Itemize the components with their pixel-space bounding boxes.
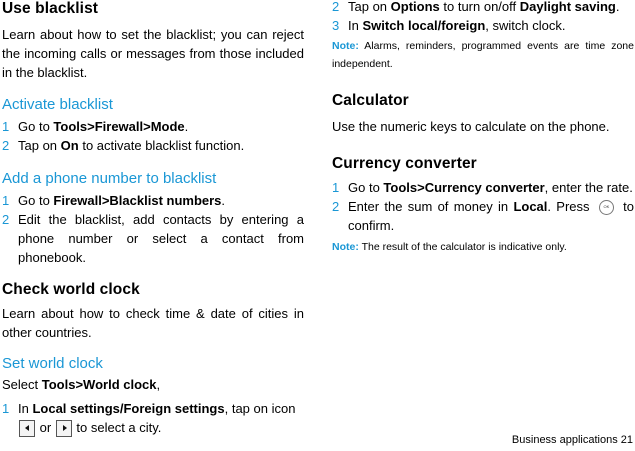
calculator-text: Use the numeric keys to calculate on the phone. [332,119,610,134]
step-number: 3 [332,18,340,33]
clock-step-3: 3 In Switch local/foreign, switch clock. [332,18,566,33]
step-number: 2 [2,138,10,153]
heading-add-to-blacklist: Add a phone number to blacklist [2,170,217,187]
time-zone-note: Note: Alarms, reminders, programmed events are time zone independent. [332,40,634,70]
step-number: 1 [332,180,340,195]
step-number: 1 [2,401,10,416]
activate-step-2: 2 Tap on On to activate blacklist function. [2,138,245,153]
heading-check-world-clock: Check world clock [2,281,140,298]
ok-key-icon [599,200,614,215]
clock-step-2: 2 Tap on Options to turn on/off Daylight saving. [332,0,634,16]
right-arrow-icon [56,420,72,437]
heading-set-world-clock: Set world clock [2,355,103,372]
step-number: 2 [2,212,10,227]
step-number: 2 [332,0,340,14]
note-label: Note: [332,40,359,52]
add-step-1: 1 Go to Firewall>Blacklist numbers. [2,193,226,208]
currency-step-2: 2 Enter the sum of money in Local. Press OK to confirm. [332,197,634,235]
set-clock-step-1: 1 In Local settings/Foreign settings, tap on icon or to select a city. [2,399,304,437]
left-arrow-icon [19,420,35,437]
note-label: Note: [332,241,359,253]
blacklist-intro: Learn about how to set the blacklist; you can reject the incoming calls or messages from those included in the blacklist. [2,27,304,80]
step-number: 1 [2,193,10,208]
left-column [2,0,304,437]
add-step-2: 2 Edit the blacklist, add contacts by entering a phone number or select a contact from phonebook. [2,212,304,265]
step-number: 2 [332,199,340,214]
heading-activate-blacklist: Activate blacklist [2,96,113,113]
heading-calculator: Calculator [332,92,409,109]
calculator-note: Note: The result of the calculator is indicative only. [332,241,567,253]
heading-use-blacklist: Use blacklist [2,0,99,17]
page-footer: Business applications 21 [511,434,633,446]
currency-step-1: 1 Go to Tools>Currency converter, enter the rate. [332,180,633,195]
set-clock-select: Select Tools>World clock, [2,377,161,392]
step-number: 1 [2,119,10,134]
heading-currency-converter: Currency converter [332,155,477,172]
activate-step-1: 1 Go to Tools>Firewall>Mode. [2,119,189,134]
right-column [332,0,634,256]
world-clock-intro: Learn about how to check time & date of cities in other countries. [2,306,304,340]
